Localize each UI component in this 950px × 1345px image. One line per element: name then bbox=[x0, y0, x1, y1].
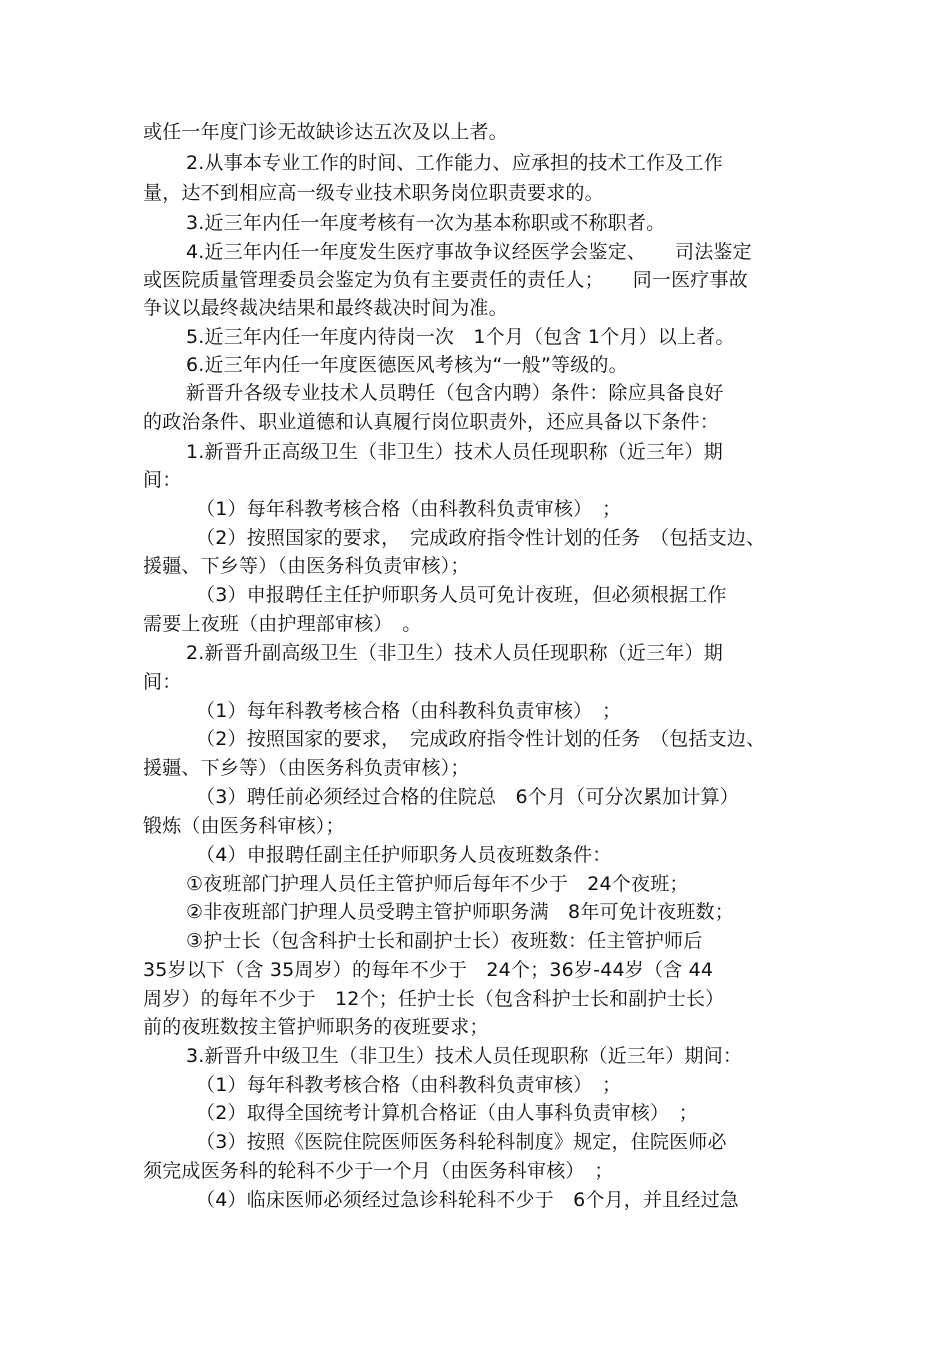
text-line: 间： bbox=[143, 469, 182, 491]
text-line: ①夜班部门护理人员任主管护师后每年不少于 24个夜班； bbox=[186, 873, 689, 895]
text-line: 或任一年度门诊无故缺诊达五次及以上者。 bbox=[143, 121, 508, 143]
text-line: （1）每年科教考核合格（由科教科负责审核） ； bbox=[196, 1074, 622, 1096]
text-line: 援疆、下乡等）（由医务科负责审核）； bbox=[143, 757, 470, 779]
text-line: 3.新晋升中级卫生（非卫生）技术人员任现职称（近三年）期间： bbox=[186, 1045, 743, 1067]
text-line: 援疆、下乡等）（由医务科负责审核）； bbox=[143, 555, 470, 577]
text-line: （1）每年科教考核合格（由科教科负责审核） ； bbox=[196, 700, 622, 722]
text-line: 争议以最终裁决结果和最终裁决时间为准。 bbox=[143, 297, 508, 319]
text-line: 1.新晋升正高级卫生（非卫生）技术人员任现职称（近三年）期 bbox=[186, 441, 723, 463]
text-line: 量，达不到相应高一级专业技术职务岗位职责要求的。 bbox=[143, 182, 604, 204]
text-line: （3）按照《医院住院医师医务科轮科制度》规定，住院医师必 bbox=[196, 1131, 727, 1153]
text-line: （4）申报聘任副主任护师职务人员夜班数条件： bbox=[196, 844, 612, 866]
text-line: （2）取得全国统考计算机合格证（由人事科负责审核） ； bbox=[196, 1102, 698, 1124]
text-line: 4.近三年内任一年度发生医疗事故争议经医学会鉴定、 司法鉴定 bbox=[186, 241, 752, 263]
text-line: 2.新晋升副高级卫生（非卫生）技术人员任现职称（近三年）期 bbox=[186, 642, 723, 664]
text-line: （2）按照国家的要求， 完成政府指令性计划的任务 （包括支边、 bbox=[196, 728, 766, 750]
text-line: 前的夜班数按主管护师职务的夜班要求； bbox=[143, 1016, 489, 1038]
text-line: （1）每年科教考核合格（由科教科负责审核） ； bbox=[196, 498, 622, 520]
text-line: 间： bbox=[143, 671, 182, 693]
text-line: （3）申报聘任主任护师职务人员可免计夜班，但必须根据工作 bbox=[196, 584, 727, 606]
text-line: 5.近三年内任一年度内待岗一次 1个月（包含 1个月）以上者。 bbox=[186, 326, 735, 348]
text-line: ②非夜班部门护理人员受聘主管护师职务满 8年可免计夜班数； bbox=[186, 901, 734, 923]
text-line: 35岁以下（含 35周岁）的每年不少于 24个；36岁-44岁（含 44 bbox=[143, 959, 714, 981]
text-line: 锻炼（由医务科审核）； bbox=[143, 815, 345, 837]
text-line: 周岁）的每年不少于 12个；任护士长（包含科护士长和副护士长） bbox=[143, 988, 725, 1010]
text-line: （4）临床医师必须经过急诊科轮科不少于 6个月，并且经过急 bbox=[196, 1189, 739, 1211]
text-line: 新晋升各级专业技术人员聘任（包含内聘）条件：除应具备良好 bbox=[186, 382, 724, 404]
text-line: （3）聘任前必须经过合格的住院总 6个月（可分次累加计算） bbox=[196, 786, 739, 808]
text-line: 或医院质量管理委员会鉴定为负有主要责任的责任人； 同一医疗事故 bbox=[143, 269, 748, 291]
text-line: 需要上夜班（由护理部审核） 。 bbox=[143, 613, 422, 635]
text-line: 2.从事本专业工作的时间、工作能力、应承担的技术工作及工作 bbox=[186, 152, 723, 174]
text-line: 3.近三年内任一年度考核有一次为基本称职或不称职者。 bbox=[186, 212, 666, 234]
text-line: 须完成医务科的轮科不少于一个月（由医务科审核） ； bbox=[143, 1160, 614, 1182]
text-line: ③护士长（包含科护士长和副护士长）夜班数：任主管护师后 bbox=[186, 930, 703, 952]
text-line: 的政治条件、职业道德和认真履行岗位职责外，还应具备以下条件： bbox=[143, 411, 720, 433]
text-line: 6.近三年内任一年度医德医风考核为“一般”等级的。 bbox=[186, 354, 628, 376]
text-line: （2）按照国家的要求， 完成政府指令性计划的任务 （包括支边、 bbox=[196, 527, 766, 549]
